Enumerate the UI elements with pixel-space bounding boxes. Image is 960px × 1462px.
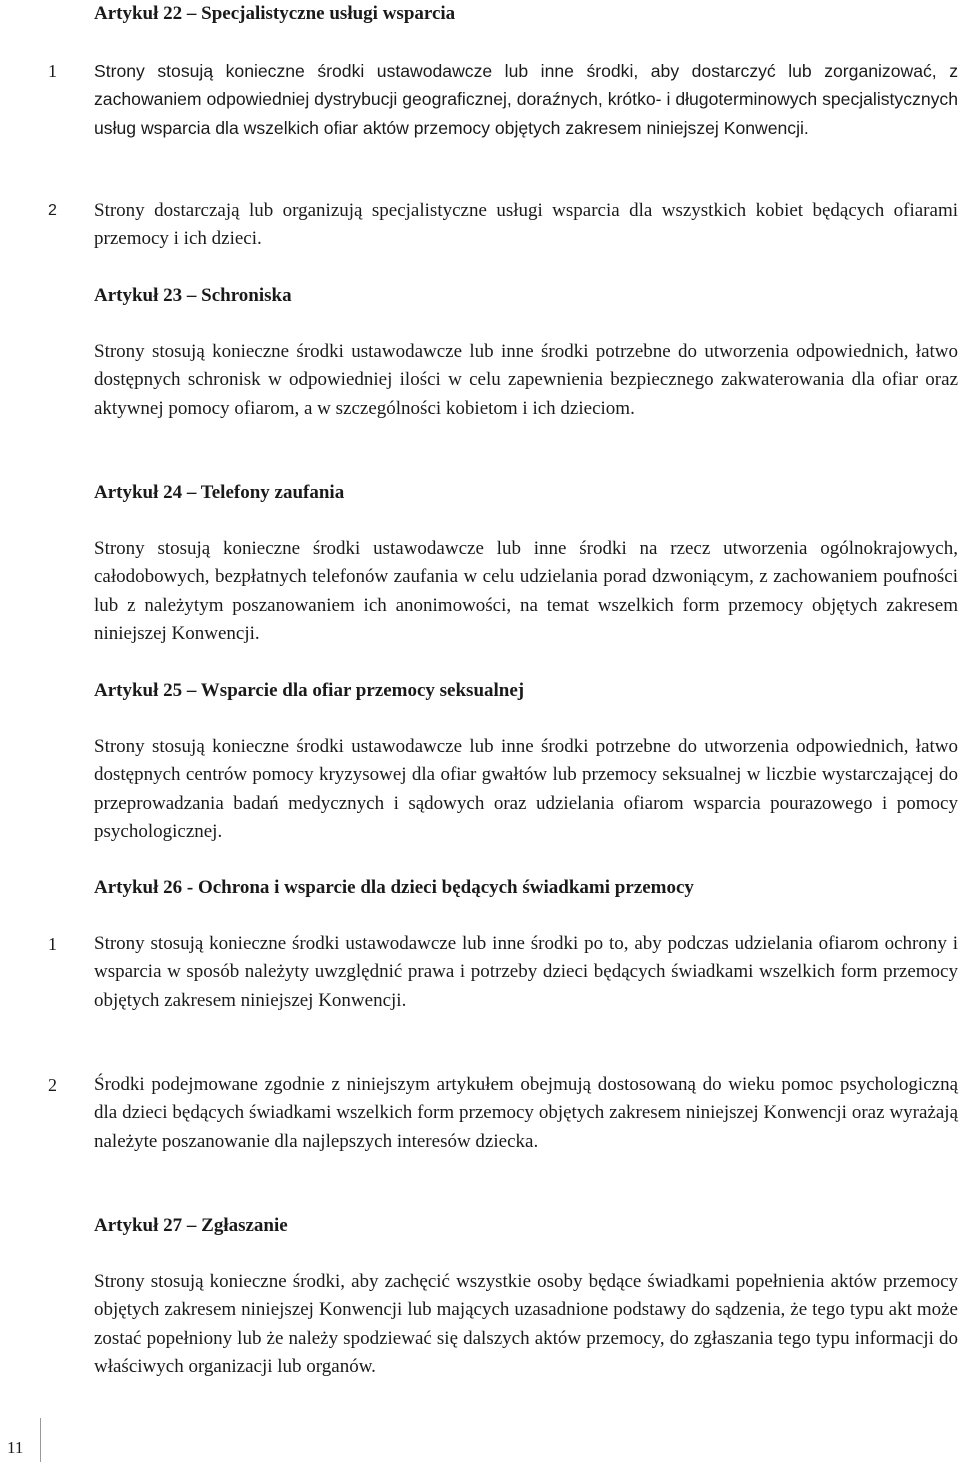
page-number: 11	[7, 1438, 24, 1457]
article-22-paragraph-2-text: Strony dostarczają lub organizują specjalistyczne usługi wsparcia dla wszystkich kobiet będących ofiarami przemocy i ich dzieci.	[94, 200, 958, 250]
article-27-paragraph-text: Strony stosują konieczne środki, aby zachęcić wszystkie osoby będące świadkami popełnienia aktów przemocy objętych zakresem niniejszej Konwencji lub mających uzasadnione podstawy do sądzenia, że tego typu akt może zostać popełniony lub że należy spodziewać się dalszych aktów przemocy, do zgłaszania tego typu informacji do właściwych organizacji lub organów.	[94, 1271, 958, 1377]
article-24-paragraph-text: Strony stosują konieczne środki ustawodawcze lub inne środki na rzecz utworzenia ogólnokrajowych, całodobowych, bezpłatnych telefonów zaufania w celu udzielania porad dzwoniącym, z zachowaniem poufności lub z należytym poszanowaniem ich anonimowości, na temat wszelkich form przemocy objętych zakresem niniejszej Konwencji.	[94, 538, 958, 644]
article-26-heading: Artykuł 26 - Ochrona i wsparcie dla dzieci będących świadkami przemocy	[94, 877, 694, 898]
article-26-paragraph-1-text: Strony stosują konieczne środki ustawodawcze lub inne środki po to, aby podczas udzielania ofiarom ochrony i wsparcia w sposób należyty uwzględnić prawa i potrzeby dzieci będących świadkami wszelkich form przemocy objętych zakresem niniejszej Konwencji.	[94, 933, 958, 1011]
margin-rule	[40, 1418, 41, 1462]
article-24-heading: Artykuł 24 – Telefony zaufania	[94, 482, 345, 503]
article-27-heading: Artykuł 27 – Zgłaszanie	[94, 1215, 288, 1236]
article-26-paragraph-2-text: Środki podejmowane zgodnie z niniejszym artykułem obejmują dostosowaną do wieku pomoc psychologiczną dla dzieci będących świadkami wszelkich form przemocy objętych zakresem niniejszej Konwencji oraz wyrażają należyte poszanowanie dla najlepszych interesów dziecka.	[94, 1074, 958, 1152]
article-26-paragraph-1-number: 1	[48, 934, 57, 954]
article-23-heading: Artykuł 23 – Schroniska	[94, 285, 292, 306]
article-25-heading: Artykuł 25 – Wsparcie dla ofiar przemocy seksualnej	[94, 680, 525, 701]
article-22-paragraph-1-number: 1	[48, 61, 57, 81]
article-25-paragraph-text: Strony stosują konieczne środki ustawodawcze lub inne środki potrzebne do utworzenia odpowiednich, łatwo dostępnych centrów pomocy kryzysowej dla ofiar gwałtów lub przemocy seksualnej w liczbie wystarczającej do przeprowadzania badań medycznych i sądowych oraz udzielania ofiarom wsparcia pourazowego i pomocy psychologicznej.	[94, 736, 958, 842]
article-22-paragraph-2-number: 2	[48, 202, 57, 219]
article-22-paragraph-1-text: Strony stosują konieczne środki ustawodawcze lub inne środki, aby dostarczyć lub zorganizować, z zachowaniem odpowiedniej dystrybucji geograficznej, doraźnych, krótko- i długoterminowych specjalistycznych usług wsparcia dla wszelkich ofiar aktów przemocy objętych zakresem niniejszej Konwencji.	[94, 61, 958, 138]
article-23-paragraph-text: Strony stosują konieczne środki ustawodawcze lub inne środki potrzebne do utworzenia odpowiednich, łatwo dostępnych schronisk w odpowiedniej ilości w celu zapewnienia bezpiecznego zakwaterowania dla ofiar oraz aktywnej pomocy ofiarom, a w szczególności kobietom i ich dzieciom.	[94, 341, 958, 419]
article-22-heading: Artykuł 22 – Specjalistyczne usługi wsparcia	[94, 3, 456, 24]
article-26-paragraph-2-number: 2	[48, 1075, 57, 1095]
